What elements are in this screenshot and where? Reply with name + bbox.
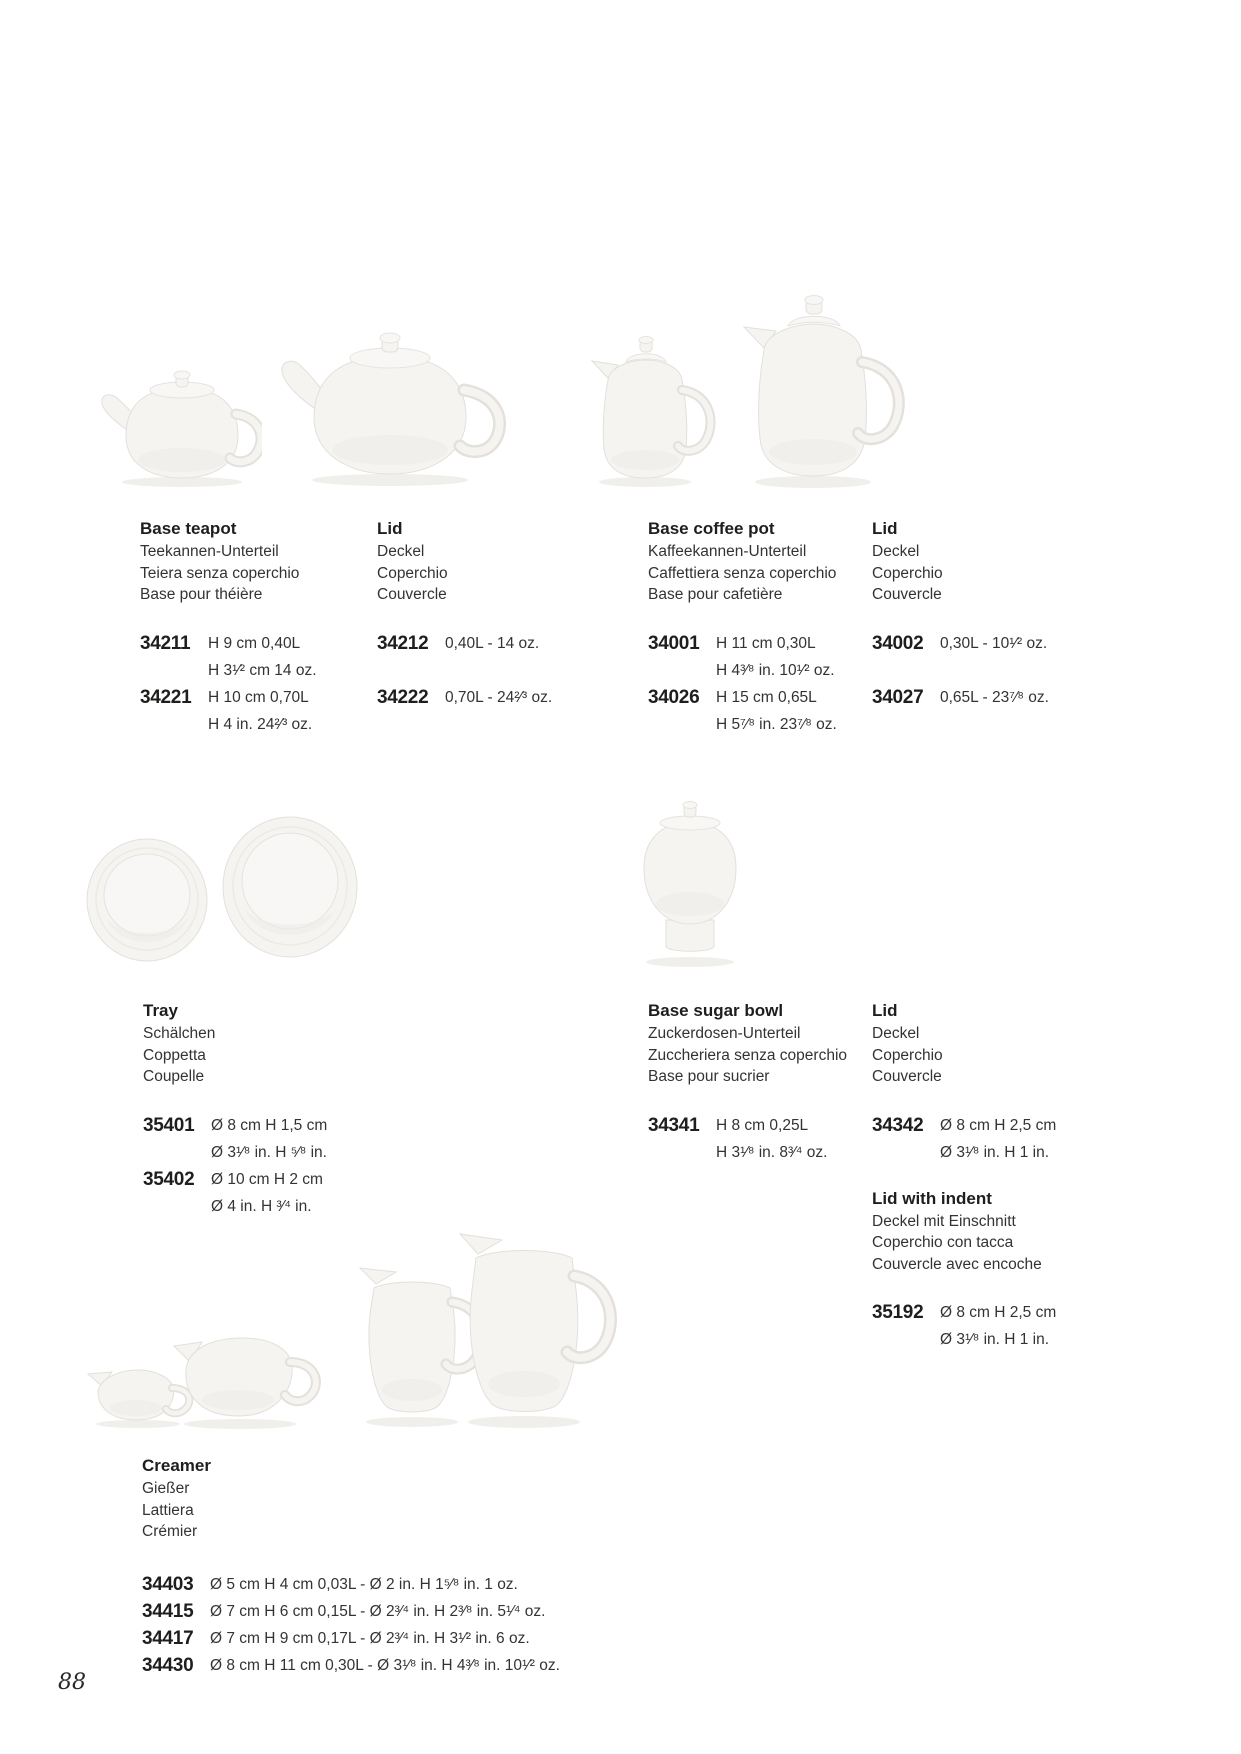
product-code: 34417: [142, 1627, 194, 1649]
product-code: 34341: [648, 1114, 700, 1136]
product-list: [648, 1112, 878, 1166]
product-code: 34026: [648, 686, 700, 708]
subtitle-fr: Couvercle: [377, 586, 447, 603]
product-group-title: Lid: [377, 519, 403, 538]
subtitle-de: Deckel: [872, 1025, 920, 1042]
subtitle-it: Teiera senza coperchio: [140, 564, 300, 582]
product-spec: H 8 cm 0,25L H 3¹⁄⁸ in. 8³⁄⁴ oz.: [716, 1116, 828, 1161]
product-code: 35192: [872, 1302, 924, 1323]
column-coffee-pot-lid: [872, 518, 1102, 711]
subtitle-fr: Base pour théière: [140, 586, 263, 603]
coffeepot-small-photo: [574, 328, 722, 490]
product-spec: Ø 10 cm H 2 cm Ø 4 in. H ³⁄⁴ in.: [211, 1170, 323, 1215]
subtitle-it: Coperchio: [872, 1046, 943, 1064]
product-code: 34415: [142, 1600, 194, 1622]
column-base-teapot: [140, 518, 355, 738]
product-spec: 0,40L - 14 oz.: [445, 634, 540, 652]
subtitle-fr: Couvercle: [872, 1068, 942, 1085]
sugar-bowl-photo: [626, 792, 754, 970]
page-number: 88: [58, 1670, 86, 1695]
product-entry: [142, 1571, 682, 1598]
product-entry: [377, 630, 577, 657]
column-sugar-bowl-lid: [872, 1000, 1107, 1353]
product-group-title: Tray: [143, 1001, 178, 1020]
product-spec: Ø 8 cm H 11 cm 0,30L - Ø 3¹⁄⁸ in. H 4³⁄⁸ in. 10¹⁄² oz.: [210, 1656, 560, 1674]
product-group-title: Lid with indent: [872, 1188, 992, 1208]
product-entry: [648, 1112, 878, 1166]
subtitle-it: Coppetta: [143, 1046, 206, 1064]
product-code: 34430: [142, 1654, 194, 1676]
product-code: 34027: [872, 686, 924, 708]
tray-small-photo: [84, 836, 210, 964]
product-entry: [872, 1299, 1107, 1353]
product-spec: H 15 cm 0,65L H 5⁷⁄⁸ in. 23⁷⁄⁸ oz.: [716, 688, 837, 733]
creamer-2-photo: [170, 1314, 326, 1430]
product-spec: 0,70L - 24²⁄³ oz.: [445, 688, 553, 706]
product-spec: Ø 5 cm H 4 cm 0,03L - Ø 2 in. H 1⁵⁄⁸ in. 1 oz.: [210, 1575, 518, 1593]
product-group-title: Lid: [872, 519, 898, 538]
product-spec: Ø 8 cm H 2,5 cm Ø 3¹⁄⁸ in. H 1 in.: [940, 1304, 1057, 1348]
subtitle-de: Deckel: [377, 543, 425, 560]
product-list: [377, 630, 577, 711]
subtitle-de: Gießer: [142, 1480, 190, 1497]
teapot-small-photo: [88, 348, 262, 490]
column-base-sugar-bowl: [648, 1000, 878, 1166]
creamer-4-photo: [446, 1218, 624, 1430]
subtitle-fr: Coupelle: [143, 1068, 205, 1085]
product-entry: [872, 1112, 1107, 1166]
product-group-title: Base sugar bowl: [648, 1001, 784, 1020]
product-spec: Ø 7 cm H 6 cm 0,15L - Ø 2³⁄⁴ in. H 2³⁄⁸ in. 5¹⁄⁴ oz.: [210, 1602, 546, 1620]
subtitle-de: Deckel mit Einschnitt: [872, 1212, 1016, 1230]
subtitle-it: Coperchio: [377, 564, 448, 582]
product-spec: H 11 cm 0,30L H 4³⁄⁸ in. 10¹⁄² oz.: [716, 634, 835, 679]
subtitle-it: Coperchio con tacca: [872, 1234, 1014, 1251]
product-entry: [377, 684, 577, 711]
product-entry: [142, 1598, 682, 1625]
column-tray: [143, 1000, 358, 1220]
subtitle-it: Caffettiera senza coperchio: [648, 564, 837, 582]
subtitle-de: Deckel: [872, 543, 920, 560]
product-spec: 0,65L - 23⁷⁄⁸ oz.: [940, 688, 1049, 706]
column-base-coffee-pot: [648, 518, 878, 738]
product-list: [872, 1112, 1107, 1166]
product-group-title: Creamer: [142, 1456, 211, 1475]
product-entry: [140, 684, 355, 738]
subtitle-de: Teekannen-Unterteil: [140, 543, 279, 560]
product-entry: [648, 630, 878, 684]
product-entry: [142, 1652, 682, 1679]
product-code: 34001: [648, 632, 700, 654]
subtitle-de: Schälchen: [143, 1025, 216, 1042]
product-code: 34403: [142, 1573, 194, 1595]
product-entry: [140, 630, 355, 684]
product-list: [872, 1299, 1107, 1353]
product-list: [140, 630, 355, 738]
teapot-large-photo: [262, 306, 512, 490]
product-spec: 0,30L - 10¹⁄² oz.: [940, 634, 1048, 652]
column-teapot-lid: [377, 518, 577, 711]
product-code: 34212: [377, 632, 429, 654]
product-spec: Ø 7 cm H 9 cm 0,17L - Ø 2³⁄⁴ in. H 3¹⁄² in. 6 oz.: [210, 1629, 530, 1647]
product-list: [648, 630, 878, 738]
subtitle-fr: Base pour cafetière: [648, 586, 783, 603]
subtitle-de: Kaffeekannen-Unterteil: [648, 543, 807, 560]
product-list: [143, 1112, 358, 1220]
product-group-title: Base coffee pot: [648, 519, 775, 538]
product-code: 34002: [872, 632, 924, 654]
product-spec: H 10 cm 0,70L H 4 in. 24²⁄³ oz.: [208, 688, 313, 733]
coffeepot-large-photo: [720, 286, 914, 490]
product-code: 34211: [140, 632, 191, 654]
subtitle-fr: Couvercle: [872, 586, 942, 603]
product-entry: [648, 684, 878, 738]
product-spec: Ø 8 cm H 2,5 cm Ø 3¹⁄⁸ in. H 1 in.: [940, 1116, 1057, 1161]
subgroup-lid-with-indent: [872, 1188, 1107, 1354]
column-creamer: [142, 1455, 682, 1679]
product-entry: [142, 1625, 682, 1652]
product-list: [142, 1571, 682, 1679]
product-group-title: Base teapot: [140, 519, 237, 538]
product-entry: [872, 630, 1102, 657]
product-entry: [872, 684, 1102, 711]
product-code: 35402: [143, 1168, 195, 1190]
product-group-title: Lid: [872, 1001, 898, 1020]
tray-large-photo: [220, 814, 360, 960]
product-entry: [143, 1112, 358, 1166]
subtitle-it: Lattiera: [142, 1501, 194, 1519]
subtitle-fr: Couvercle avec encoche: [872, 1255, 1042, 1273]
product-entry: [143, 1166, 358, 1220]
subtitle-fr: Base pour sucrier: [648, 1068, 770, 1085]
product-list: [872, 630, 1102, 711]
subtitle-it: Coperchio: [872, 564, 943, 582]
product-spec: Ø 8 cm H 1,5 cm Ø 3¹⁄⁸ in. H ⁵⁄⁸ in.: [211, 1116, 328, 1161]
product-spec: H 9 cm 0,40L H 3¹⁄² cm 14 oz.: [208, 634, 317, 679]
product-code: 34222: [377, 686, 429, 708]
subtitle-it: Zuccheriera senza coperchio: [648, 1046, 848, 1064]
product-code: 34221: [140, 686, 192, 708]
product-code: 34342: [872, 1114, 924, 1136]
subtitle-fr: Crémier: [142, 1523, 198, 1540]
product-code: 35401: [143, 1114, 195, 1136]
subtitle-de: Zuckerdosen-Unterteil: [648, 1025, 801, 1042]
